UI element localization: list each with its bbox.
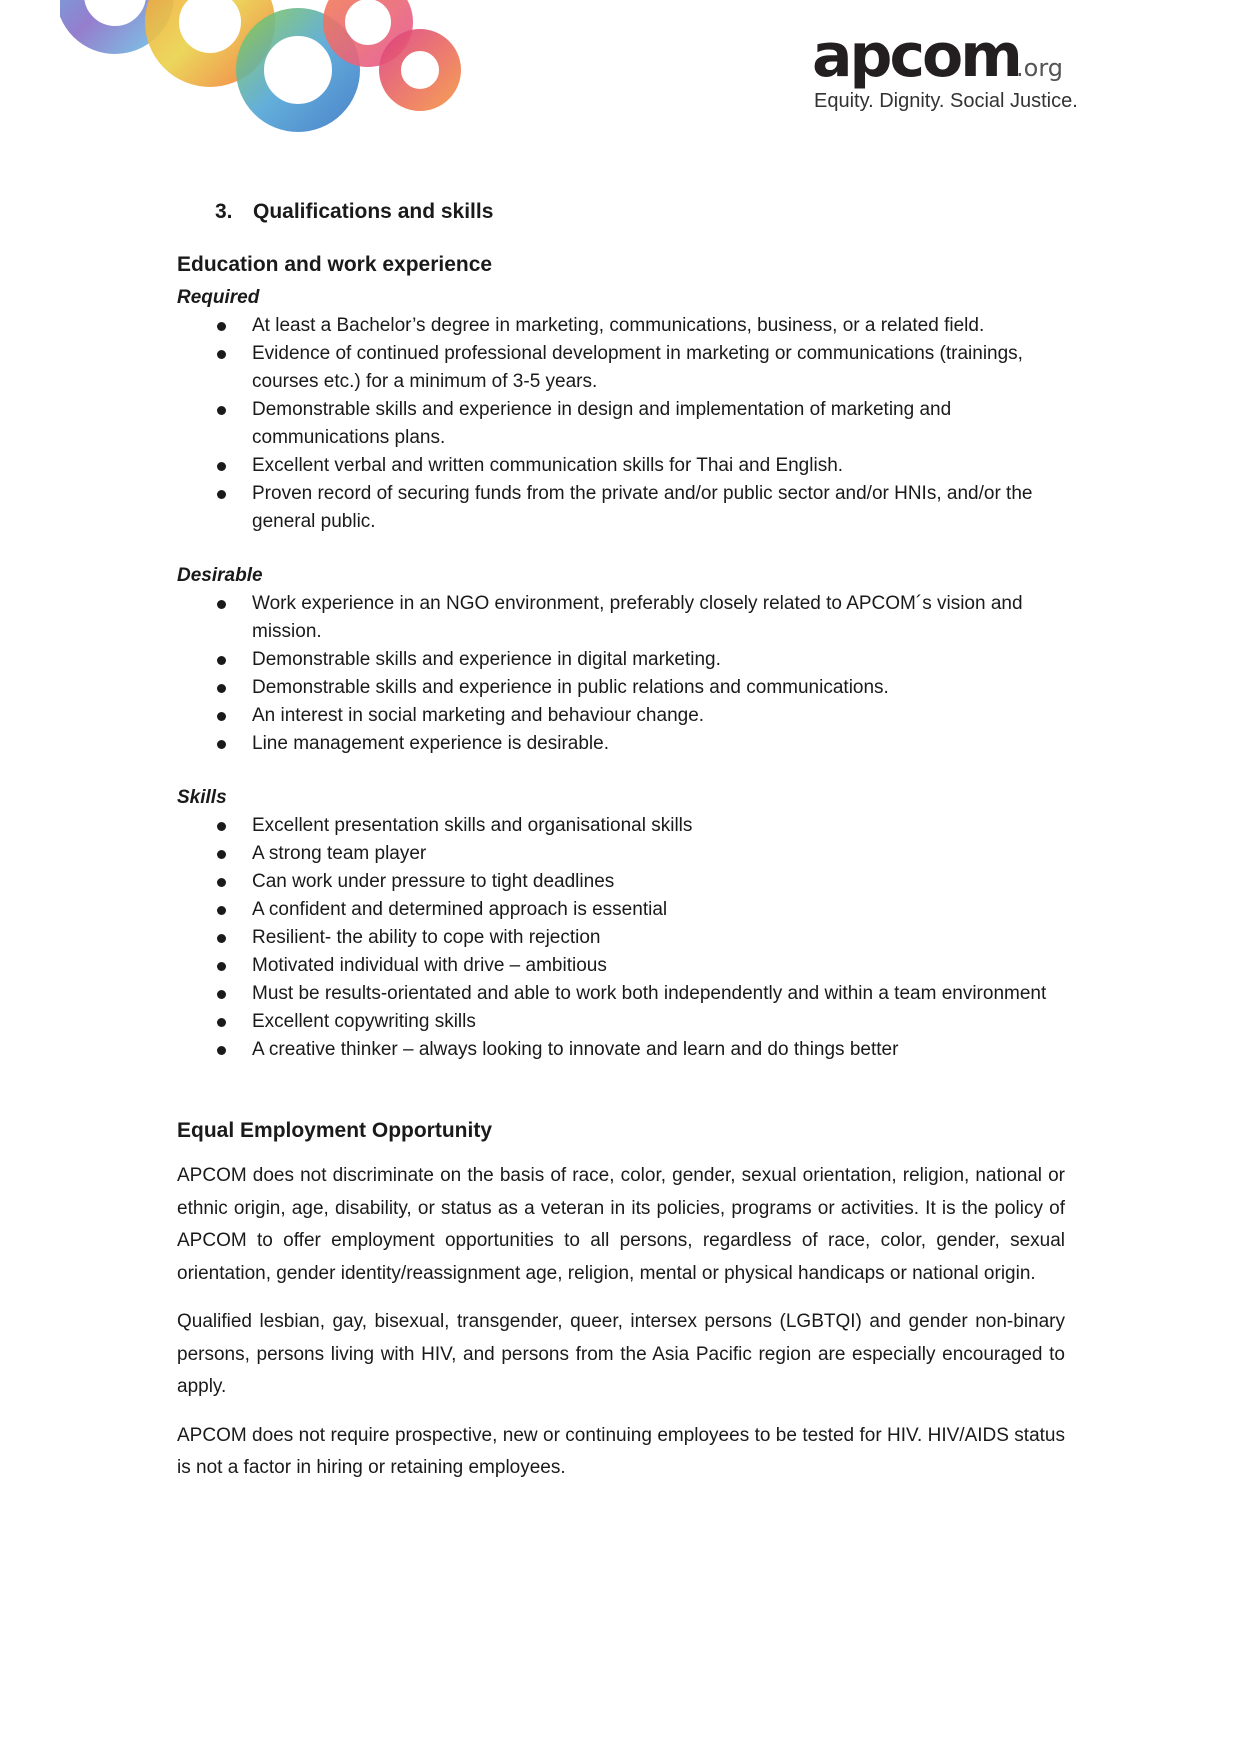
eeo-paragraph-2: Qualified lesbian, gay, bisexual, transgender, queer, intersex persons (LGBTQI) and gender non-binary persons, persons living with HIV, and persons from the Asia Pacific region are especially encouraged to apply. bbox=[177, 1311, 1065, 1397]
eeo-paragraph-3: APCOM does not require prospective, new or continuing employees to be tested for HIV. HIV/AIDS status is not a factor in hiring or retaining employees. bbox=[177, 1424, 1065, 1478]
bullet-icon bbox=[217, 406, 226, 415]
list-item: At least a Bachelor’s degree in marketing, communications, business, or a related field. bbox=[177, 312, 1065, 340]
list-item: Demonstrable skills and experience in design and implementation of marketing and communications plans. bbox=[177, 396, 1065, 452]
list-item: Resilient- the ability to cope with rejection bbox=[177, 924, 1065, 952]
bullet-icon bbox=[217, 462, 226, 471]
decorative-rings-graphic bbox=[60, 0, 520, 145]
bullet-icon bbox=[217, 1046, 226, 1055]
bullet-icon bbox=[217, 322, 226, 331]
list-item: An interest in social marketing and behaviour change. bbox=[177, 702, 1065, 730]
logo-wordmark: apcom bbox=[812, 21, 1020, 91]
bullet-icon bbox=[217, 1018, 226, 1027]
section-number: 3. bbox=[215, 200, 233, 223]
bullet-icon bbox=[217, 490, 226, 499]
required-subheading: Required bbox=[177, 287, 260, 308]
list-item: Proven record of securing funds from the private and/or public sector and/or HNIs, and/or the general public. bbox=[177, 480, 1065, 536]
list-item: A strong team player bbox=[177, 840, 1065, 868]
list-item: A confident and determined approach is essential bbox=[177, 896, 1065, 924]
list-item: Excellent copywriting skills bbox=[177, 1008, 1065, 1036]
skills-subheading: Skills bbox=[177, 787, 227, 808]
list-item: Excellent verbal and written communication skills for Thai and English. bbox=[177, 452, 1065, 480]
list-item: Evidence of continued professional development in marketing or communications (trainings, courses etc.) for a minimum of 3-5 years. bbox=[177, 340, 1065, 396]
list-item: A creative thinker – always looking to innovate and learn and do things better bbox=[177, 1036, 1065, 1064]
section-title bbox=[215, 200, 1065, 224]
desirable-subheading: Desirable bbox=[177, 565, 263, 586]
education-heading: Education and work experience bbox=[177, 253, 493, 276]
required-list bbox=[177, 312, 1065, 536]
bullet-icon bbox=[217, 684, 226, 693]
bullet-icon bbox=[217, 990, 226, 999]
document-body bbox=[177, 200, 1065, 1501]
list-item: Work experience in an NGO environment, preferably closely related to APCOM´s vision and mission. bbox=[177, 590, 1065, 646]
bullet-icon bbox=[217, 350, 226, 359]
eeo-heading: Equal Employment Opportunity bbox=[177, 1119, 493, 1142]
list-item: Line management experience is desirable. bbox=[177, 730, 1065, 758]
list-item: Demonstrable skills and experience in public relations and communications. bbox=[177, 674, 1065, 702]
bullet-icon bbox=[217, 878, 226, 887]
section-title-text: Qualifications and skills bbox=[253, 200, 494, 223]
list-item: Must be results-orientated and able to work both independently and within a team environment bbox=[177, 980, 1065, 1008]
apcom-logo bbox=[812, 21, 1078, 126]
skills-list bbox=[177, 812, 1065, 1064]
bullet-icon bbox=[217, 712, 226, 721]
list-item: Can work under pressure to tight deadlines bbox=[177, 868, 1065, 896]
bullet-icon bbox=[217, 962, 226, 971]
bullet-icon bbox=[217, 740, 226, 749]
desirable-list bbox=[177, 590, 1065, 758]
list-item: Excellent presentation skills and organisational skills bbox=[177, 812, 1065, 840]
list-item: Demonstrable skills and experience in digital marketing. bbox=[177, 646, 1065, 674]
eeo-paragraph-1: APCOM does not discriminate on the basis of race, color, gender, sexual orientation, religion, national or ethnic origin, age, disability, or status as a veteran in its policies, programs or activities. It is the policy of APCOM to offer employment opportunities to all persons, regardless of race, color, gender, sexual orientation, gender identity/reassignment age, religion, mental or physical handicaps or national origin. bbox=[177, 1165, 1065, 1284]
bullet-icon bbox=[217, 600, 226, 609]
bullet-icon bbox=[217, 822, 226, 831]
logo-tagline: Equity. Dignity. Social Justice. bbox=[814, 90, 1078, 112]
list-item: Motivated individual with drive – ambitious bbox=[177, 952, 1065, 980]
bullet-icon bbox=[217, 906, 226, 915]
logo-tld: .org bbox=[1016, 54, 1063, 82]
bullet-icon bbox=[217, 850, 226, 859]
bullet-icon bbox=[217, 934, 226, 943]
bullet-icon bbox=[217, 656, 226, 665]
